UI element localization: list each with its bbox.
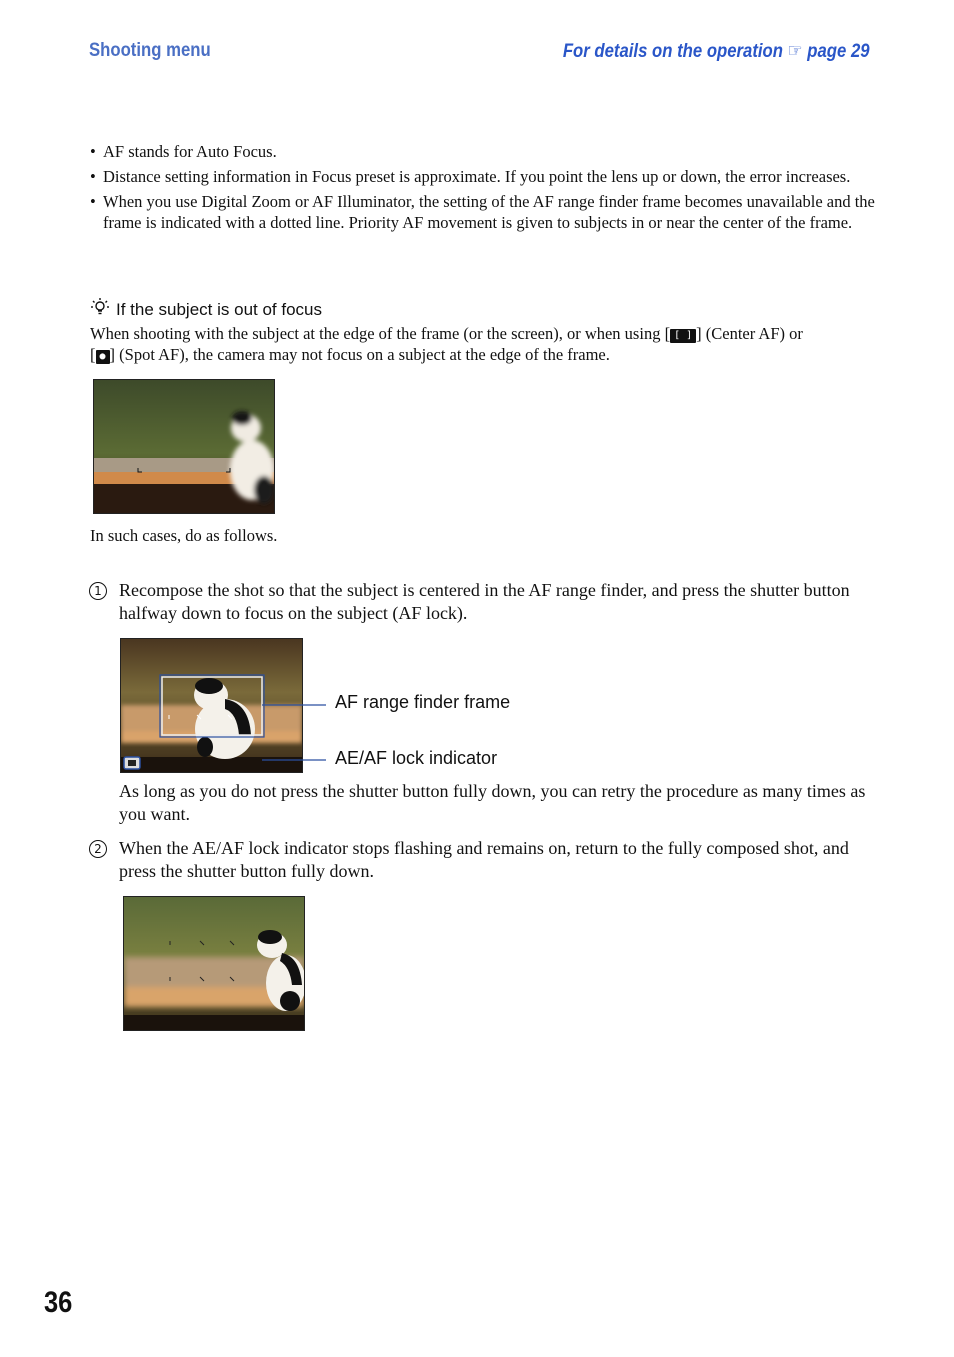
step-number-2: 2 xyxy=(89,840,107,858)
spot-af-icon: ● xyxy=(96,350,110,364)
hint-heading xyxy=(90,297,322,322)
step-2-text: When the AE/AF lock indicator stops flashing and remains on, return to the fully composed shot, and press the shutter button fully down. xyxy=(119,838,849,881)
callout-lines xyxy=(262,700,328,770)
page-number: 36 xyxy=(44,1286,73,1319)
center-af-icon: [ ] xyxy=(670,329,696,343)
notes-list xyxy=(90,141,880,237)
af-range-finder-frame-label: AF range finder frame xyxy=(335,692,511,712)
pointing-hand-icon: ☞ xyxy=(788,41,804,62)
lightbulb-icon xyxy=(90,297,110,322)
ae-af-lock-indicator-label: AE/AF lock indicator xyxy=(335,748,498,768)
details-text: For details on the operation xyxy=(563,41,784,62)
retry-note: As long as you do not press the shutter button fully down, you can retry the procedure as many times as you want. xyxy=(119,781,866,824)
step-1-text: Recompose the shot so that the subject is centered in the AF range finder, and press the shutter button halfway down to focus on the subject (AF lock). xyxy=(119,580,850,623)
out-of-focus-photo xyxy=(93,379,275,514)
section-title: Shooting menu xyxy=(89,40,211,61)
hint-title: If the subject is out of focus xyxy=(116,299,323,319)
hint-paragraph: When shooting with the subject at the edge of the frame (or the screen), or when using [ [ ] ] (Center AF) or [ ● ] (Spot AF), the camera may not focus on a subject at the edge of the frame. xyxy=(90,324,803,364)
note-item: • AF stands for Auto Focus. xyxy=(90,141,880,162)
operation-reference-link[interactable] xyxy=(563,40,870,63)
follow-instruction: In such cases, do as follows. xyxy=(90,526,278,545)
recomposed-photo xyxy=(123,896,305,1031)
details-page: page 29 xyxy=(807,41,870,62)
note-item: • Distance setting information in Focus preset is approximate. If you point the lens up or down, the error increases. xyxy=(90,166,880,187)
step-number-1: 1 xyxy=(89,582,107,600)
note-item: • When you use Digital Zoom or AF Illuminator, the setting of the AF range finder frame becomes unavailable and the frame is indicated with a dotted line. Priority AF movement is given to subjects in or near the center of the frame. xyxy=(90,191,880,233)
